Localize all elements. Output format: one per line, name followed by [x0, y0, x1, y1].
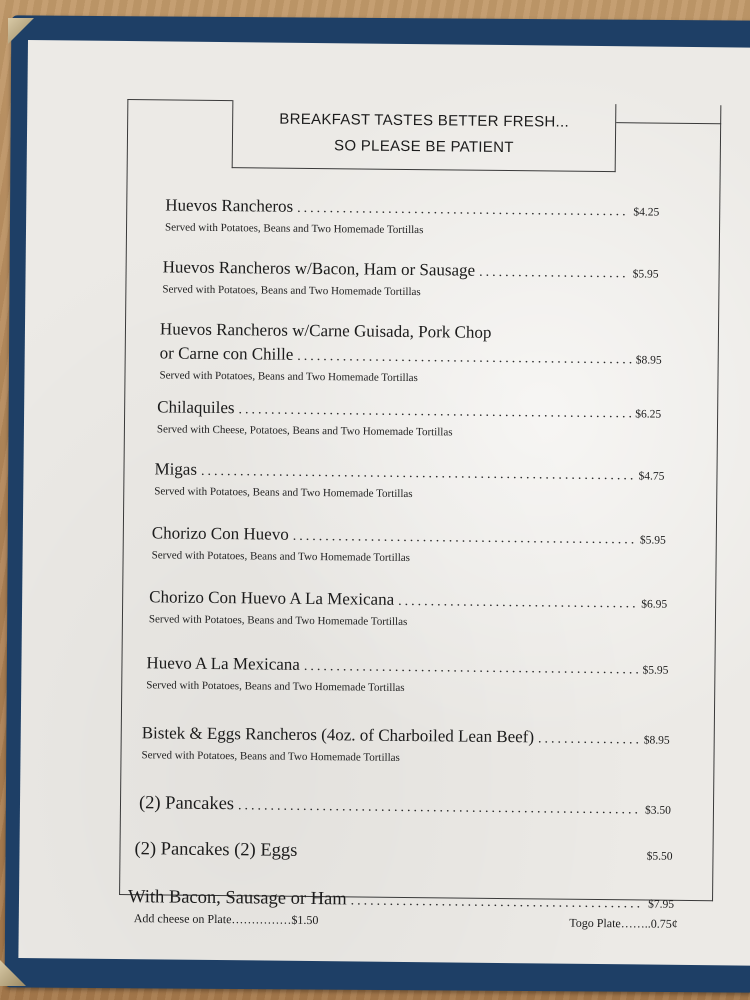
- item-description: Served with Potatoes, Beans and Two Homemade Tortillas: [141, 749, 400, 764]
- leader-dots: [201, 464, 635, 485]
- item-name: (2) Pancakes (2) Eggs: [134, 839, 298, 861]
- border-top-left: [127, 99, 232, 101]
- item-price: $8.95: [643, 734, 670, 747]
- item-name-line-2: or Carne con Chille: [159, 343, 294, 364]
- item-price: $8.95: [635, 354, 662, 367]
- item-description: Served with Potatoes, Beans and Two Homemade Tortillas: [159, 369, 418, 385]
- menu-item-huevos-rancheros: [165, 195, 659, 238]
- add-cheese-note: Add cheese on Plate……………$1.50: [133, 911, 319, 928]
- item-name: Chorizo Con Huevo A La Mexicana: [149, 587, 395, 609]
- menu-item-bistek-eggs: [141, 723, 669, 767]
- item-name: Huevos Rancheros w/Bacon, Ham or Sausage: [162, 257, 476, 280]
- menu-item-pancakes: [139, 793, 671, 820]
- header-line-1: BREAKFAST TASTES BETTER FRESH...: [279, 110, 570, 131]
- item-description: Served with Potatoes, Beans and Two Homemade Tortillas: [162, 283, 421, 299]
- leader-dots: [479, 265, 629, 283]
- item-description: Served with Potatoes, Beans and Two Homemade Tortillas: [154, 485, 413, 501]
- item-name: With Bacon, Sausage or Ham: [127, 887, 347, 910]
- leader-dots: [398, 594, 637, 613]
- togo-plate-note: Togo Plate……..0.75¢: [569, 915, 678, 931]
- item-name: Huevos Rancheros: [165, 195, 294, 216]
- leader-dots: [293, 529, 636, 549]
- item-price: $5.95: [632, 268, 659, 281]
- leader-dots: [304, 659, 639, 679]
- item-price: $5.50: [646, 850, 673, 863]
- menu-item-huevos-rancheros-carne: [159, 319, 662, 386]
- item-description: Served with Potatoes, Beans and Two Homemade Tortillas: [164, 221, 424, 237]
- item-price: $5.95: [639, 534, 666, 547]
- item-price: $7.95: [648, 898, 675, 911]
- leader-dots: [297, 201, 629, 220]
- item-description: Served with Potatoes, Beans and Two Homemade Tortillas: [148, 613, 408, 629]
- item-name: Chilaquiles: [157, 397, 235, 418]
- item-price: $3.50: [645, 804, 672, 817]
- item-description: Served with Potatoes, Beans and Two Homemade Tortillas: [151, 549, 411, 565]
- item-name: Bistek & Eggs Rancheros (4oz. of Charboiled Lean Beef): [141, 723, 535, 747]
- menu-item-huevos-rancheros-bacon: [162, 257, 658, 300]
- leader-dots: [239, 402, 632, 422]
- border-top-right: [616, 122, 721, 124]
- item-description: Served with Potatoes, Beans and Two Homemade Tortillas: [146, 679, 405, 694]
- leader-dots: [238, 798, 641, 818]
- item-price: $4.75: [638, 470, 665, 483]
- leader-dots: [538, 731, 640, 748]
- item-name: Huevo A La Mexicana: [146, 653, 301, 674]
- item-price: $6.25: [635, 408, 662, 421]
- menu-sheet: [18, 40, 750, 966]
- item-name: (2) Pancakes: [138, 793, 235, 815]
- item-name: Migas: [154, 459, 198, 479]
- menu-item-with-bacon: [128, 887, 674, 914]
- header-line-2: SO PLEASE BE PATIENT: [333, 137, 514, 157]
- menu-item-chorizo-con-huevo: [152, 523, 666, 566]
- menu-footer: [134, 911, 678, 932]
- leader-dots: [351, 893, 645, 912]
- item-description: Served with Cheese, Potatoes, Beans and Two Homemade Tortillas: [156, 423, 453, 439]
- item-price: $6.95: [641, 598, 668, 611]
- menu-item-chilaquiles: [157, 397, 661, 440]
- menu-border: [119, 99, 721, 931]
- leader-dots: [297, 349, 632, 369]
- item-price: $4.25: [633, 206, 660, 219]
- menu-item-huevo-mexicana: [146, 653, 668, 696]
- menu-header: [232, 100, 617, 172]
- menu-item-migas: [154, 459, 664, 502]
- menu-item-pancakes-eggs: [134, 839, 672, 866]
- item-name-line-1: Huevos Rancheros w/Carne Guisada, Pork Chop: [159, 319, 492, 342]
- item-name: Chorizo Con Huevo: [151, 523, 289, 544]
- menu-item-chorizo-mexicana: [149, 587, 667, 630]
- item-price: $5.95: [642, 664, 669, 677]
